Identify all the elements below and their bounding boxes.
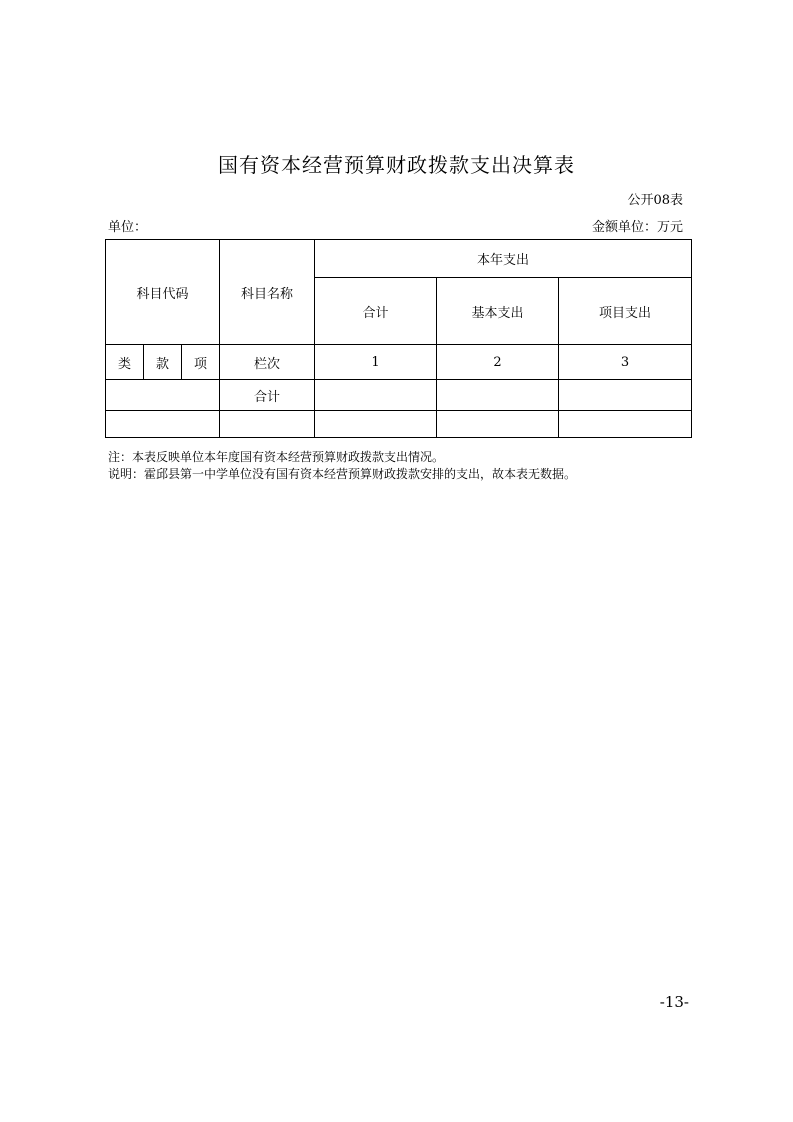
column-index-2: 2: [437, 345, 559, 380]
project-expenditure-header: 项目支出: [559, 278, 692, 345]
category-header: 类: [106, 345, 144, 380]
table-header-row: [106, 240, 692, 278]
table-explanation: 说明：霍邱县第一中学单位没有国有资本经营预算财政拨款安排的支出，故本表无数据。: [108, 467, 577, 481]
total-header: 合计: [315, 278, 437, 345]
column-index-label: 栏次: [220, 345, 315, 380]
item-header: 项: [182, 345, 220, 380]
document-title: 国有资本经营预算财政拨款支出决算表: [218, 153, 575, 177]
amount-unit-label: 金额单位：万元: [591, 220, 683, 235]
column-index-1: 1: [315, 345, 437, 380]
sum-row-label: 合计: [220, 380, 315, 411]
subject-name-header: 科目名称: [220, 240, 315, 345]
table-note: 注：本表反映单位本年度国有资本经营预算财政拨款支出情况。: [108, 450, 445, 464]
subject-code-header: 科目代码: [106, 240, 220, 345]
expenditure-table: [105, 239, 692, 438]
current-year-expenditure-header: 本年支出: [315, 240, 692, 278]
empty-row-code-cell: [106, 411, 220, 438]
empty-row-basic-cell: [437, 411, 559, 438]
basic-expenditure-header: 基本支出: [437, 278, 559, 345]
empty-row-name-cell: [220, 411, 315, 438]
unit-label: 单位：: [108, 220, 148, 235]
sum-row: [106, 380, 692, 411]
sum-row-total-cell: [315, 380, 437, 411]
section-header: 款: [144, 345, 182, 380]
empty-row-total-cell: [315, 411, 437, 438]
sum-row-code-cell: [106, 380, 220, 411]
sum-row-project-cell: [559, 380, 692, 411]
form-code: 公开08表: [627, 193, 683, 208]
column-index-row: [106, 345, 692, 380]
sum-row-basic-cell: [437, 380, 559, 411]
column-index-3: 3: [559, 345, 692, 380]
empty-row: [106, 411, 692, 438]
empty-row-project-cell: [559, 411, 692, 438]
page-number: -13-: [659, 993, 689, 1011]
